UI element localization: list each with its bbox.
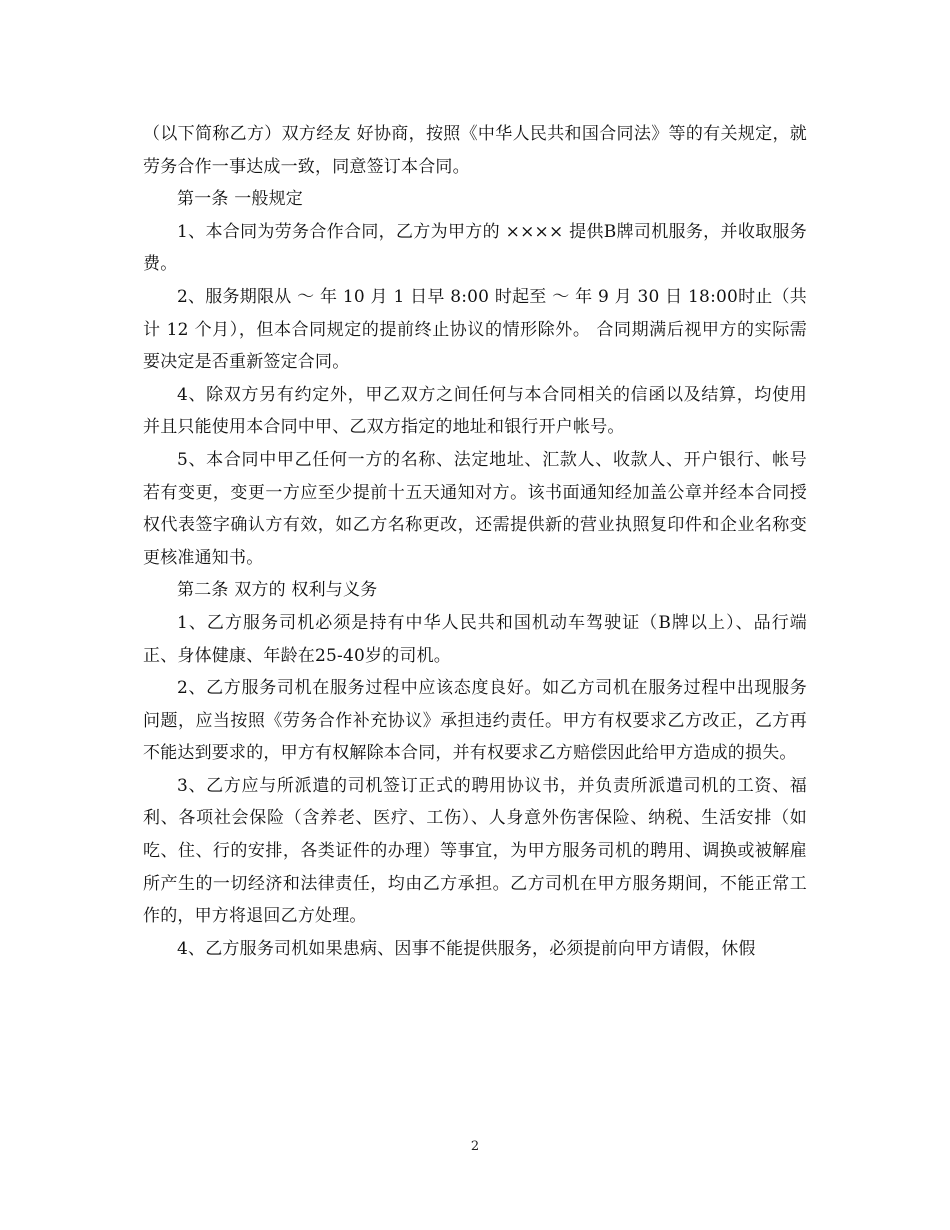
article-1-clause-2: 2、服务期限从 ～ 年 10 月 1 日早 8:00 时起至 ～ 年 9 月 30 日 18:00时止（共计 12 个月），但本合同规定的提前终止协议的情形除外。 合同期满后视甲方的实际需要决定是否重新签定合同。 [143, 286, 807, 373]
page-number: 2 [470, 1139, 480, 1154]
article-1-clause-1: 1、本合同为劳务合作合同，乙方为甲方的 ×××× 提供B牌司机服务，并收取服务费。 [143, 221, 807, 275]
article-2-heading: 第二条 双方的 权利与义务 [177, 580, 378, 601]
article-1-heading: 第一条 一般规定 [177, 189, 304, 210]
document-body [143, 118, 807, 965]
article-2-clause-4: 4、乙方服务司机如果患病、因事不能提供服务，必须提前向甲方请假，休假 [177, 938, 756, 959]
article-2-clause-3: 3、乙方应与所派遣的司机签订正式的聘用协议书，并负责所派遣司机的工资、福利、各项社会保险（含养老、医疗、工伤）、人身意外伤害保险、纳税、生活安排（如吃、住、行的安排，各类证件的办理）等事宜，为甲方服务司机的聘用、调换或被解雇所产生的一切经济和法律责任，均由乙方承担。乙方司机在甲方服务期间，不能正常工作的，甲方将退回乙方处理。 [143, 775, 807, 927]
article-2-clause-1: 1、乙方服务司机必须是持有中华人民共和国机动车驾驶证（B牌以上）、品行端正、身体健康、年龄在25-40岁的司机。 [143, 612, 807, 666]
paragraph-parties-intro: （以下简称乙方）双方经友 好协商，按照《中华人民共和国合同法》等的有关规定，就劳务合作一事达成一致，同意签订本合同。 [143, 124, 807, 177]
article-1-clause-4: 4、除双方另有约定外，甲乙双方之间任何与本合同相关的信函以及结算，均使用并且只能使用本合同中甲、乙双方指定的地址和银行开户帐号。 [143, 384, 807, 438]
article-2-clause-2: 2、乙方服务司机在服务过程中应该态度良好。如乙方司机在服务过程中出现服务问题，应当按照《劳务合作补充协议》承担违约责任。甲方有权要求乙方改正，乙方再不能达到要求的，甲方有权解除本合同，并有权要求乙方赔偿因此给甲方造成的损失。 [143, 678, 807, 764]
article-1-clause-5: 5、本合同中甲乙任何一方的名称、法定地址、汇款人、收款人、开户银行、帐号若有变更，变更一方应至少提前十五天通知对方。该书面通知经加盖公章并经本合同授权代表签字确认方有效，如乙方名称更改，还需提供新的营业执照复印件和企业名称变更核准通知书。 [143, 449, 807, 568]
